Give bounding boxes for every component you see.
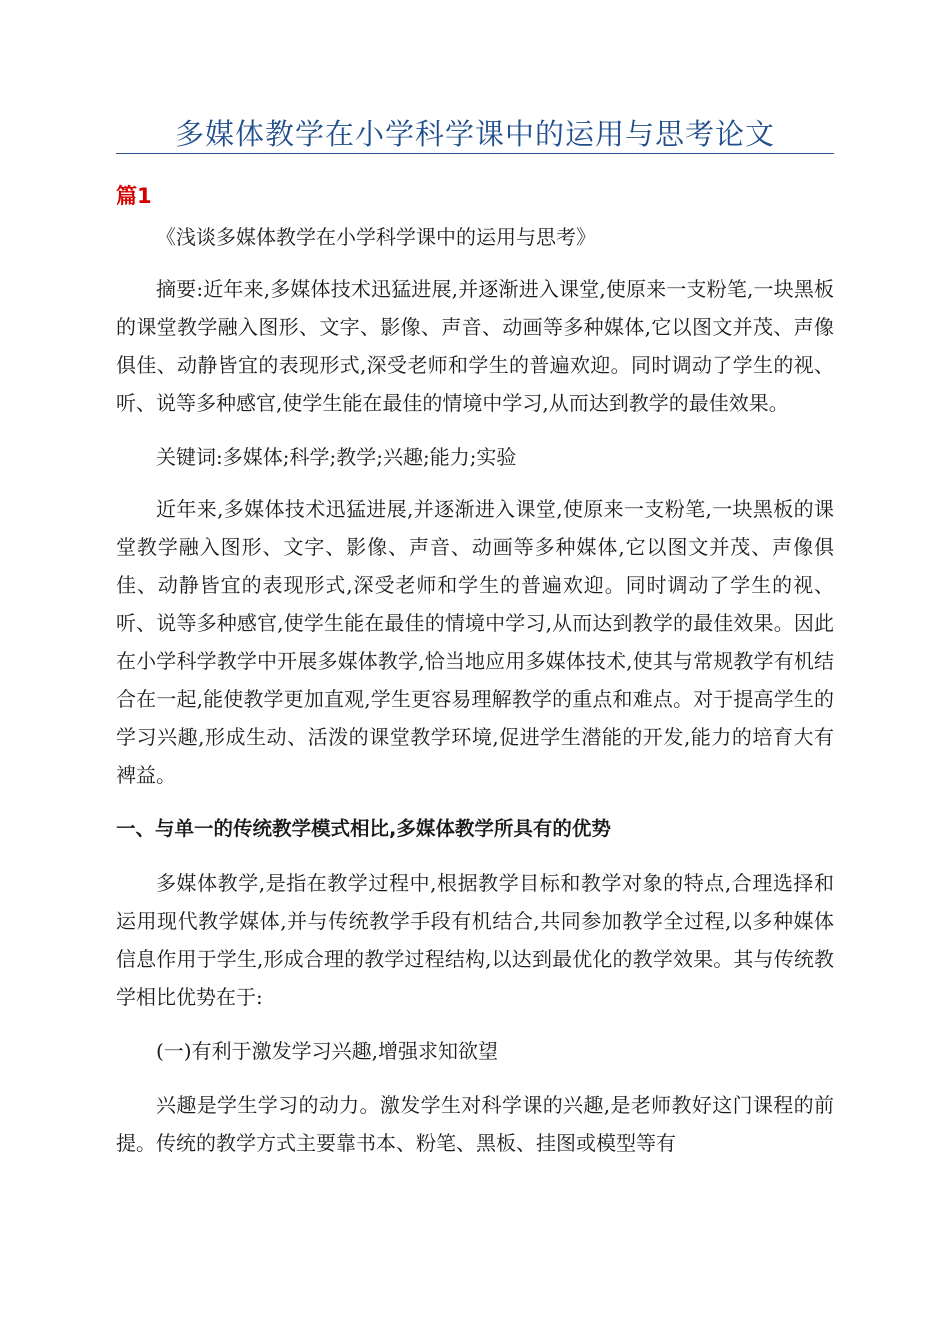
title-underline — [116, 153, 834, 154]
article-title: 《浅谈多媒体教学在小学科学课中的运用与思考》 — [156, 225, 596, 249]
keywords-line: 关键词:多媒体;科学;教学;兴趣;能力;实验 — [156, 445, 517, 469]
abstract-paragraph: 摘要:近年来,多媒体技术迅猛进展,并逐渐进入课堂,使原来一支粉笔,一块黑板的课堂教学融入图形、文字、影像、声音、动画等多种媒体,它以图文并茂、声像俱佳、动静皆宜的表现形式,深受老师和学生的普遍欢迎。同时调动了学生的视、听、说等多种感官,使学生能在最佳的情境中学习,从而达到教学的最佳效果。 — [116, 277, 834, 415]
intro-paragraph: 近年来,多媒体技术迅猛进展,并逐渐进入课堂,使原来一支粉笔,一块黑板的课堂教学融入图形、文字、影像、声音、动画等多种媒体,它以图文并茂、声像俱佳、动静皆宜的表现形式,深受老师和学生的普遍欢迎。同时调动了学生的视、听、说等多种感官,使学生能在最佳的情境中学习,从而达到教学的最佳效果。因此在小学科学教学中开展多媒体教学,恰当地应用多媒体技术,使其与常规教学有机结合在一起,能使教学更加直观,学生更容易理解教学的重点和难点。对于提高学生的学习兴趣,形成生动、活泼的课堂教学环境,促进学生潜能的开发,能力的培育大有裨益。 — [116, 497, 834, 787]
body-paragraph-2: 兴趣是学生学习的动力。激发学生对科学课的兴趣,是老师教好这门课程的前提。传统的教学方式主要靠书本、粉笔、黑板、挂图或模型等有 — [116, 1093, 834, 1155]
subheading-1: (一)有利于激发学习兴趣,增强求知欲望 — [156, 1039, 498, 1063]
body-paragraph-1: 多媒体教学,是指在教学过程中,根据教学目标和教学对象的特点,合理选择和运用现代教学媒体,并与传统教学手段有机结合,共同参加教学全过程,以多种媒体信息作用于学生,形成合理的教学过程结构,以达到最优化的教学效果。其与传统教学相比优势在于: — [116, 871, 834, 1009]
section-heading-1: 一、与单一的传统教学模式相比,多媒体教学所具有的优势 — [116, 817, 611, 840]
document-title: 多媒体教学在小学科学课中的运用与思考论文 — [174, 117, 775, 151]
section-label: 篇1 — [116, 184, 152, 208]
document-body — [116, 218, 834, 1178]
